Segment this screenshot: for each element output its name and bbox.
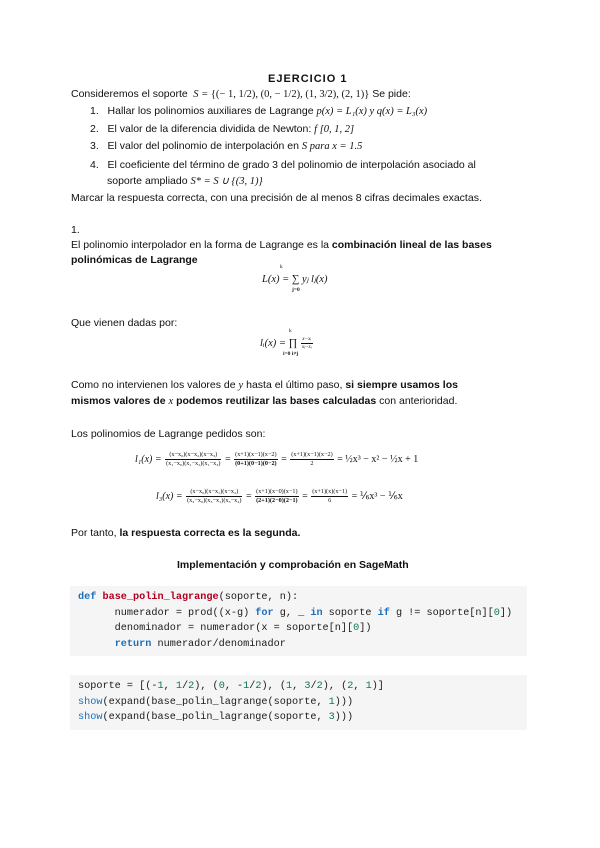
var-y: y — [238, 380, 244, 391]
code-line: show(expand(base_polin_lagrange(soporte, 3))) — [78, 712, 354, 723]
task-item-3 — [90, 140, 362, 152]
intro-prefix: Consideremos el soporte — [71, 88, 188, 100]
reuse-bold: si siempre usamos los — [345, 379, 458, 391]
reuse-line1 — [71, 379, 458, 391]
l1-frac-3: $\frac{(x+1)(x-1)(x-2)}{2}$ — [291, 451, 333, 468]
task-text: El coeficiente del término de grado 3 del polinomio de interpolación asociado al — [107, 159, 476, 171]
code-line: soporte = [(-1, 1/2), (0, -1/2), (1, 3/2), (2, 1)] — [78, 681, 384, 692]
sage-heading: Implementación y comprobación en SageMath — [177, 559, 409, 571]
conclusion-line — [71, 527, 300, 539]
sum-upper: k — [280, 264, 283, 270]
l3-equation: l₃(x) = $\frac{\text{(x−x₀)(x−x₁)(x−x₂)}}{\text{(x₃−x₀)(x₃−x₁)(x₃−x₂)}}$ = $\frac{(x+1)(x-0)(x-1)}{(2+1)(2-0)(2-1)}$ = $\frac{(x+1)(x)(x-1)}{6}$ = ⅙x³ − ⅙x — [156, 488, 403, 505]
task-math: p(x) = L₁(x) y q(x) = L₃(x) — [316, 106, 428, 117]
section-number: 1. — [71, 224, 80, 236]
reuse-text: Como no intervienen los valores de — [71, 379, 236, 391]
requested-text: Los polinomios de Lagrange pedidos son: — [71, 428, 266, 440]
reuse-bold: mismos valores de — [71, 395, 166, 407]
code-line: show(expand(base_polin_lagrange(soporte, 1))) — [78, 696, 354, 708]
task-math: S* = S ∪ {(3, 1)} — [190, 176, 263, 187]
l3-frac-2: $\frac{(x+1)(x-0)(x-1)}{(2+1)(2-0)(2-1)}$ — [256, 488, 298, 505]
support-symbol: S = — [190, 89, 211, 100]
code-block-1 — [70, 586, 527, 656]
task-text: Hallar los polinomios auxiliares de Lagrange — [107, 105, 314, 117]
var-x: x — [168, 396, 174, 407]
code-line: def base_polin_lagrange(soporte, n): — [78, 592, 299, 603]
task-math: f [0, 1, 2] — [314, 124, 355, 135]
lagrange-bold: combinación lineal de las bases — [331, 239, 492, 251]
task-math: S para x = 1.5 — [301, 141, 363, 152]
formula-l — [260, 337, 314, 350]
formula-l-fraction: $\frac{\text{x−xᵢ}}{\text{xⱼ−xᵢ}}$ — [301, 336, 312, 351]
l3-frac-3: $\frac{(x+1)(x)(x-1)}{6}$ — [312, 488, 348, 505]
lagrange-def-line1 — [71, 239, 492, 251]
formula-l-text: lᵢ(x) = ∏ — [260, 338, 298, 350]
l3-frac-1: $\frac{\text{(x−x₀)(x−x₁)(x−x₂)}}{\text{(x₃−x₀)(x₃−x₁)(x₃−x₂)}}$ — [187, 488, 242, 505]
code-line: numerador = prod((x-g) for g, _ in soporte if g != soporte[n][0]) — [78, 607, 513, 619]
code-line: return numerador/denominador — [114, 638, 286, 650]
given-by-text: Que vienen dadas por: — [71, 317, 178, 329]
task-number: 4. — [90, 159, 99, 171]
reuse-bold: podemos reutilizar las bases calculadas — [176, 395, 377, 407]
support-set: {(− 1, 1/2), (0, − 1/2), (1, 3/2), (2, 1)} — [210, 89, 370, 100]
l1-equation: l₁(x) = $\frac{\text{(x−x₀)(x−x₂)(x−x₃)}}{\text{(x₁−x₀)(x₁−x₂)(x₁−x₃)}}$ = $\frac{(x+1)(x-1)(x-2)}{(0+1)(0-1)(0-2)}$ = $\frac{(x+1)(x-1)(x-2)}{2}$ = ½x³ − x² − ½x + 1 — [135, 451, 419, 468]
l1-frac-2: $\frac{(x+1)(x-1)(x-2)}{(0+1)(0-1)(0-2)}$ — [235, 451, 277, 468]
reuse-text: hasta el último paso, — [246, 379, 343, 391]
sum-lower: j=0 — [292, 287, 300, 293]
reuse-text: con anterioridad. — [379, 395, 458, 407]
task-text: El valor del polinomio de interpolación en — [107, 140, 299, 152]
l3-result: ⅙x³ − ⅙x — [359, 491, 403, 502]
l1-lhs: l₁(x) = — [135, 454, 162, 465]
l1-result: ½x³ − x² − ½x + 1 — [345, 454, 419, 465]
task-item-2 — [90, 123, 354, 135]
lagrange-prefix: El polinomio interpolador en la forma de Lagrange es la — [71, 239, 329, 251]
task-number: 1. — [90, 105, 99, 117]
page-title: EJERCICIO 1 — [268, 73, 348, 85]
task-item-4-cont — [107, 175, 263, 187]
lagrange-def-line2 — [71, 254, 198, 266]
task-number: 3. — [90, 140, 99, 152]
reuse-line2 — [71, 395, 457, 407]
intro-line — [71, 88, 411, 100]
intro-suffix: Se pide: — [372, 88, 411, 100]
task-item-4 — [90, 159, 476, 171]
task-item-1 — [90, 105, 427, 117]
prod-lower: i=0 i≠j — [283, 351, 299, 357]
code-block-2 — [70, 675, 527, 730]
task-number: 2. — [90, 123, 99, 135]
prod-upper: k — [289, 328, 292, 334]
l3-lhs: l₃(x) = — [156, 491, 183, 502]
code-line: denominador = numerador(x = soporte[n][0]) — [78, 623, 372, 634]
task-text: soporte ampliado — [107, 175, 188, 187]
formula-L: L(x) = ∑ yⱼ lⱼ(x) — [262, 274, 328, 285]
conclusion-prefix: Por tanto, — [71, 527, 117, 539]
lagrange-bold2: polinómicas de Lagrange — [71, 254, 198, 266]
task-text: El valor de la diferencia dividida de Newton: — [107, 123, 312, 135]
conclusion-bold: la respuesta correcta es la segunda. — [119, 527, 301, 539]
instruction-text: Marcar la respuesta correcta, con una precisión de al menos 8 cifras decimales exactas. — [71, 192, 482, 204]
l1-frac-1: $\frac{\text{(x−x₀)(x−x₂)(x−x₃)}}{\text{(x₁−x₀)(x₁−x₂)(x₁−x₃)}}$ — [166, 451, 221, 468]
